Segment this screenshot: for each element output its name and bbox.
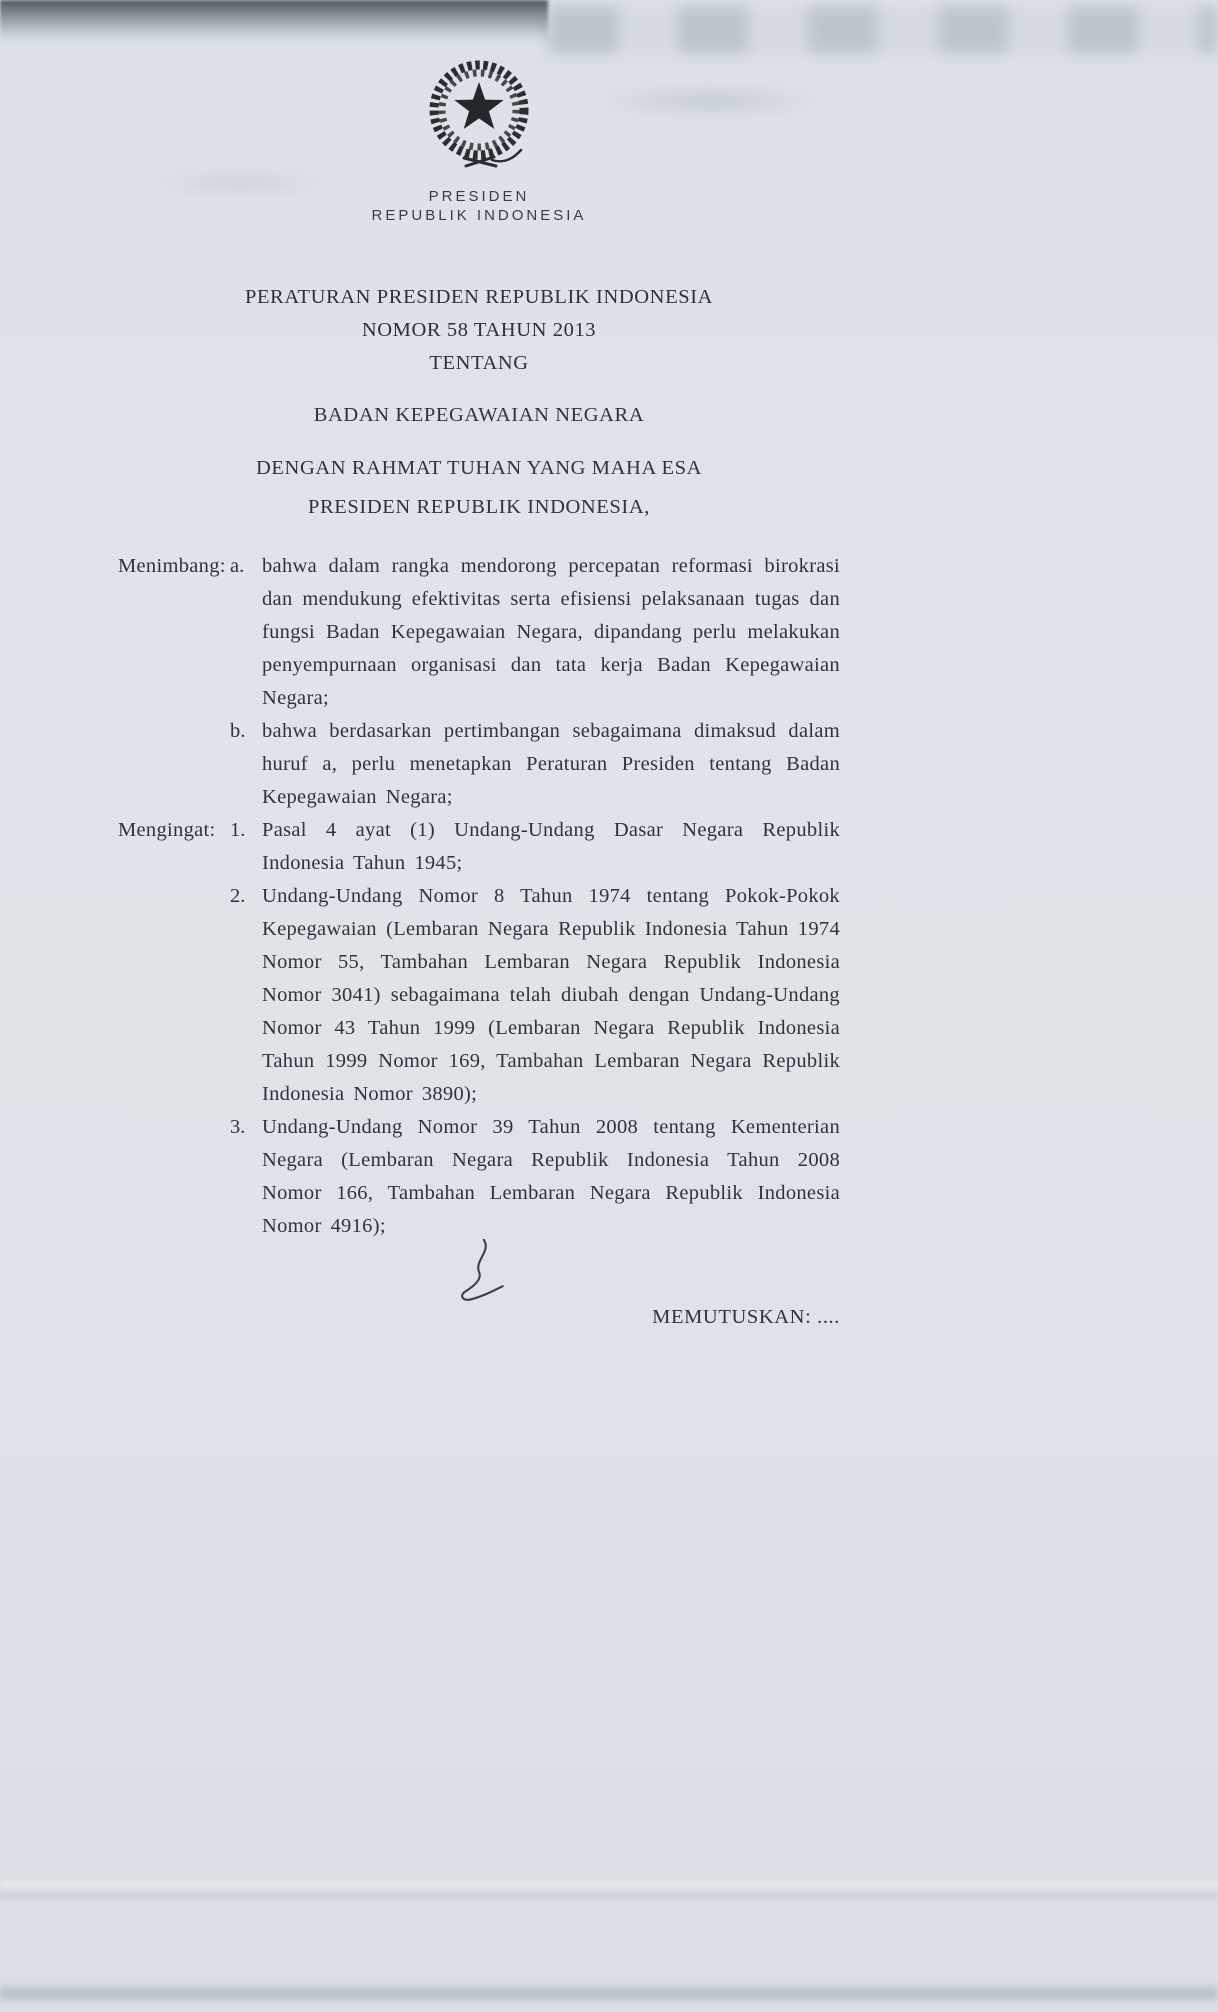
clauses [118, 550, 840, 1243]
title-line-tentang: TENTANG [429, 352, 529, 374]
handwritten-initial-icon [118, 1237, 840, 1299]
title-line-number: NOMOR 58 TAHUN 2013 [361, 319, 597, 341]
recalling-item-3 [118, 1111, 840, 1243]
document-content [118, 0, 840, 2012]
item-text: Pasal 4 ayat (1) Undang-Undang Dasar Negara Republik Indonesia Tahun 1945; [262, 819, 840, 874]
presidential-seal-icon [118, 52, 840, 179]
institution-name-line1: PRESIDEN [428, 188, 530, 205]
decision-line: MEMUTUSKAN: .... [652, 1306, 840, 1328]
item-text: Undang-Undang Nomor 39 Tahun 2008 tentang Kementerian Negara (Lembaran Negara Republik Indonesia Tahun 2008 Nomor 166, Tambahan Lembaran Negara Republik Indonesia Nomor 4916); [262, 1116, 840, 1237]
considering-item-a [118, 550, 840, 715]
item-marker: 3. [230, 1116, 246, 1138]
considering-label: Menimbang: [118, 555, 226, 577]
recalling-label: Mengingat: [118, 819, 216, 841]
title-subject: BADAN KEPEGAWAIAN NEGARA [313, 404, 645, 426]
item-marker: 1. [230, 819, 246, 841]
item-marker: a. [230, 555, 245, 577]
item-text: bahwa dalam rangka mendorong percepatan reformasi birokrasi dan mendukung efektivitas serta efisiensi pelaksanaan tugas dan fungsi Badan Kepegawaian Negara, dipandang perlu melakukan penyempurnaan organisasi dan tata kerja Badan Kepegawaian Negara; [262, 555, 840, 709]
title-line-regulation: PERATURAN PRESIDEN REPUBLIK INDONESIA [244, 286, 714, 308]
item-marker: 2. [230, 885, 246, 907]
item-marker: b. [230, 720, 246, 742]
recalling-item-2 [118, 880, 840, 1111]
item-text: Undang-Undang Nomor 8 Tahun 1974 tentang Pokok-Pokok Kepegawaian (Lembaran Negara Republik Indonesia Tahun 1974 Nomor 55, Tambahan Lembaran Negara Republik Indonesia Nomor 3041) sebagaimana telah diubah dengan Undang-Undang Nomor 43 Tahun 1999 (Lembaran Negara Republik Indonesia Tahun 1999 Nomor 169, Tambahan Lembaran Negara Republik Indonesia Nomor 3890); [262, 885, 840, 1105]
title-invocation: DENGAN RAHMAT TUHAN YANG MAHA ESA [256, 457, 702, 479]
institution-name-line2: REPUBLIK INDONESIA [371, 207, 587, 224]
recalling-item-1 [118, 814, 840, 880]
institution-caption [118, 187, 840, 225]
document-title [118, 281, 840, 380]
item-text: bahwa berdasarkan pertimbangan sebagaimana dimaksud dalam huruf a, perlu menetapkan Peraturan Presiden tentang Badan Kepegawaian Negara; [262, 720, 840, 808]
title-authority: PRESIDEN REPUBLIK INDONESIA, [308, 496, 650, 518]
considering-item-b [118, 715, 840, 814]
